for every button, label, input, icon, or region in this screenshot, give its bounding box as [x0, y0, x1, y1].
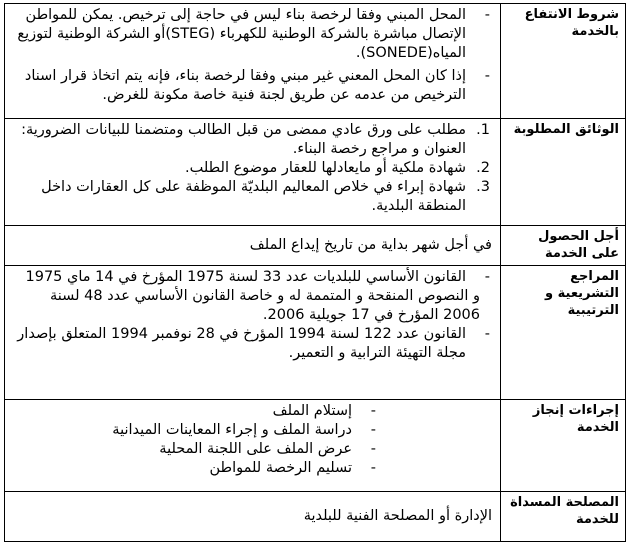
row-content-deadline: [5, 226, 501, 266]
table-row-procedures: [5, 400, 626, 492]
service-unit-text: الإدارة أو المصلحة الفنية للبلدية: [303, 508, 492, 524]
row-label-service-unit: المصلحة المسداة للخدمة: [501, 492, 626, 542]
list-item-text: دراسة الملف و إجراء المعاينات الميدانية: [112, 422, 352, 438]
dash-marker: -: [484, 7, 490, 23]
deadline-text: في أجل شهر بداية من تاريخ إيداع الملف: [249, 237, 492, 253]
list-item: [11, 67, 494, 105]
list-item-text: إذا كان المحل المعني غير مبني وفقا لرخصة بناء، فإنه يتم اتخاذ قرار اسناد الترخيص من عدمه عن طريق لجنة فنية خاصة مكونة للغرض.: [24, 68, 466, 103]
list-item: [11, 459, 380, 478]
row-label-conditions: شروط الانتفاع بالخدمة: [501, 4, 626, 119]
list-item-text: عرض الملف على اللجنة المحلية: [159, 441, 352, 457]
dash-marker: -: [370, 460, 376, 476]
list-item-text: شهادة إبراء في خلاص المعاليم البلديّة الموظفة على كل العقارات داخل المنطقة البلدية.: [41, 179, 466, 214]
list-item: [11, 159, 494, 178]
row-label-references: المراجع التشريعية و الترتيبية: [501, 266, 626, 400]
row-label-procedures: إجراءات إنجاز الخدمة: [501, 400, 626, 492]
list-item: [11, 178, 494, 216]
table-row-references: [5, 266, 626, 400]
row-label-deadline: أجل الحصول على الخدمة: [501, 226, 626, 266]
list-item-text: و النصوص المنقحة و المتممة له و خاصة القانون الأساسي عدد 48 لسنة 2006 المؤرخ في 17 جويلية 2006.: [50, 288, 480, 323]
list-item: [11, 421, 380, 440]
table-row-service-unit: [5, 492, 626, 542]
row-content-references: [5, 266, 501, 400]
list-item-text: إستلام الملف: [272, 403, 352, 419]
list-item-text: مطلب على ورق عادي ممضى من قبل الطالب ومتضمنا للبيانات الضرورية: العنوان و مراجع رخصة البناء.: [21, 122, 466, 157]
table-row-documents: [5, 119, 626, 226]
list-item: [11, 6, 494, 63]
dash-marker: -: [370, 441, 376, 457]
list-item-text: تسليم الرخصة للمواطن: [209, 460, 352, 476]
list-item: [11, 402, 380, 421]
number-marker: 3.: [476, 179, 490, 195]
table-row-conditions: [5, 4, 626, 119]
row-content-documents: [5, 119, 501, 226]
table-row-deadline: [5, 226, 626, 266]
list-item: [11, 440, 380, 459]
dash-marker: -: [484, 269, 490, 285]
row-content-conditions: [5, 4, 501, 119]
row-content-service-unit: [5, 492, 501, 542]
number-marker: 1.: [476, 122, 490, 138]
dash-marker: -: [484, 68, 490, 84]
row-label-documents: الوثائق المطلوبة: [501, 119, 626, 226]
row-content-procedures: [5, 400, 501, 492]
number-marker: 2.: [476, 160, 490, 176]
list-item: [11, 325, 494, 363]
dash-marker: -: [370, 403, 376, 419]
dash-marker: -: [484, 326, 490, 342]
list-item-text: القانون الأساسي للبلديات عدد 33 لسنة 1975 المؤرخ في 14 ماي 1975: [25, 269, 466, 285]
service-info-table: [4, 3, 626, 542]
list-item-text: القانون عدد 122 لسنة 1994 المؤرخ في 28 نوفمبر 1994 المتعلق بإصدار مجلة التهيئة الترابية و التعمير.: [17, 326, 466, 361]
list-item: [11, 287, 494, 325]
list-item-text: شهادة ملكية أو مايعادلها للعقار موضوع الطلب.: [185, 160, 466, 176]
dash-marker: -: [370, 422, 376, 438]
list-item: [11, 121, 494, 159]
list-item: [11, 268, 494, 287]
list-item-text: المحل المبني وفقا لرخصة بناء ليس في حاجة إلى ترخيص. يمكن للمواطن الإتصال مباشرة بالشركة الوطنية للكهرباء (STEG)أو الشركة الوطنية لتوزيع المياه(SONEDE).: [17, 7, 466, 61]
